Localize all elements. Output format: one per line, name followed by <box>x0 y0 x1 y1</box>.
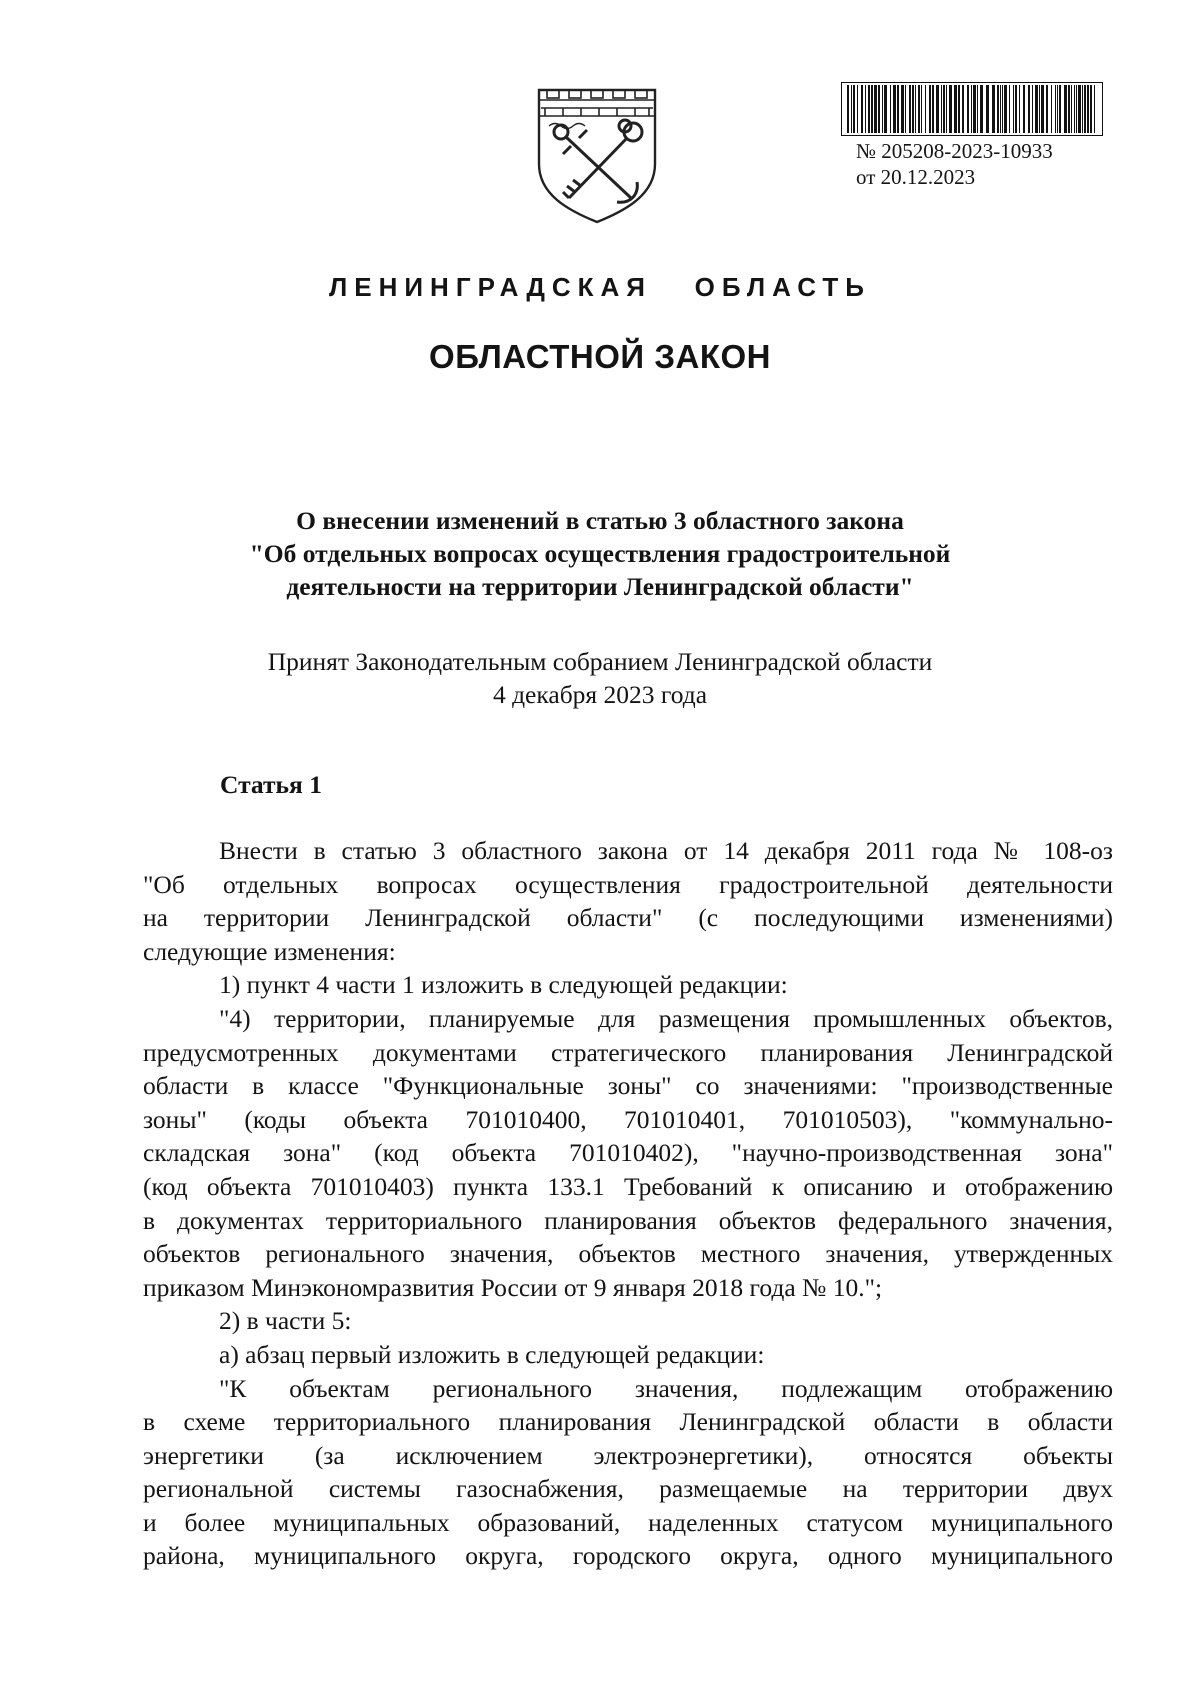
barcode-bar <box>1064 85 1067 133</box>
barcode-bar <box>847 85 849 133</box>
barcode-bar <box>1087 85 1089 133</box>
registration-number: № 205208-2023-10933 <box>856 139 1053 163</box>
barcode-bar <box>1046 85 1048 133</box>
barcode-bar <box>1015 85 1017 133</box>
barcode-bar <box>921 85 922 133</box>
adoption-note <box>140 645 1060 711</box>
barcode-bar <box>1059 85 1061 133</box>
barcode-bar <box>912 85 914 133</box>
text-line: региональной системы газоснабжения, размещаемые на территории двух <box>143 1474 1113 1504</box>
barcode-bar <box>1041 85 1044 133</box>
text-line: объектов регионального значения, объектов местного значения, утвержденных <box>143 1239 1113 1269</box>
paragraph <box>143 1372 1113 1574</box>
barcode-bar <box>962 85 964 133</box>
barcode-bar <box>1055 85 1056 133</box>
barcode-bar <box>1051 85 1052 133</box>
barcode-bar <box>901 85 904 133</box>
barcode-bar <box>1094 85 1095 133</box>
barcode-bar <box>1082 85 1083 133</box>
text-line: предусмотренных документами стратегического планирования Ленинградской <box>143 1037 1113 1067</box>
barcode-bar <box>943 85 945 133</box>
barcode-bar <box>977 85 978 133</box>
text-line: "4) территории, планируемые для размещения промышленных объектов, <box>219 1003 1113 1033</box>
law-type-heading: ОБЛАСТНОЙ ЗАКОН <box>429 338 771 375</box>
text-line: на территории Ленинградской области" (с последующими изменениями) <box>143 903 1113 933</box>
barcode-bar <box>884 85 887 133</box>
barcode-bar <box>997 85 999 133</box>
barcode-bar <box>925 85 926 133</box>
barcode-bar <box>1023 85 1025 133</box>
adoption-body: Принят Законодательным собранием Ленинградской области <box>267 647 933 676</box>
barcode-bar <box>1013 85 1014 133</box>
barcode-bar <box>878 85 880 133</box>
barcode-bar <box>909 85 911 133</box>
barcode-bar <box>865 85 866 133</box>
text-line: района, муниципального округа, городского округа, одного муниципального <box>143 1541 1113 1571</box>
paragraph <box>143 1002 1113 1304</box>
barcode-bar <box>1068 85 1070 133</box>
barcode-bar <box>915 85 916 133</box>
region-heading: ЛЕНИНГРАДСКАЯ ОБЛАСТЬ <box>329 272 871 302</box>
law-title-line: "Об отдельных вопросах осуществления градостроительной <box>249 539 951 568</box>
article-body <box>143 834 1113 1573</box>
text-line: а) абзац первый изложить в следующей редакции: <box>219 1339 765 1369</box>
barcode-bar <box>949 85 952 133</box>
barcode-bar <box>967 85 969 133</box>
text-line: (код объекта 701010403) пункта 133.1 Требований к описанию и отображению <box>143 1171 1113 1201</box>
barcode-bar <box>1039 85 1040 133</box>
barcode-bar <box>897 85 899 133</box>
barcode-bar <box>861 85 863 133</box>
barcode-bar <box>1032 85 1033 133</box>
law-title-line: деятельности на территории Ленинградской области" <box>286 572 914 601</box>
barcode-bar <box>954 85 957 133</box>
barcode-bar <box>1084 85 1086 133</box>
text-line: следующие изменения: <box>143 936 396 966</box>
barcode-bar <box>971 85 972 133</box>
barcode-bar <box>1074 85 1075 133</box>
law-title-line: О внесении изменений в статью 3 областного закона <box>296 506 904 535</box>
barcode-bar <box>874 85 877 133</box>
barcode-bar <box>1035 85 1038 133</box>
paragraph <box>143 834 1113 968</box>
barcode-bar <box>958 85 960 133</box>
barcode-bar <box>882 85 883 133</box>
barcode-bar <box>853 85 855 133</box>
barcode-bar <box>986 85 989 133</box>
adoption-date: 4 декабря 2023 года <box>492 680 708 709</box>
barcode-bar <box>893 85 896 133</box>
barcode-bar <box>1090 85 1092 133</box>
law-title <box>140 504 1060 603</box>
barcode-bar <box>929 85 931 133</box>
text-line: зоны" (коды объекта 701010400, 701010401, 701010503), "коммунально- <box>143 1104 1113 1134</box>
barcode-bar <box>1002 85 1003 133</box>
text-line: Внести в статью 3 областного закона от 14 декабря 2011 года № 108-оз <box>219 836 1113 865</box>
barcode-bar <box>1078 85 1081 133</box>
barcode-bar <box>918 85 920 133</box>
barcode-bar <box>936 85 939 133</box>
barcode-bar <box>1019 85 1020 133</box>
barcode-bar <box>1071 85 1072 133</box>
barcode-bar <box>941 85 942 133</box>
text-line: области в классе "Функциональные зоны" со значениями: "производственные <box>143 1071 1113 1101</box>
barcode-bar <box>890 85 891 133</box>
barcode-bar <box>851 85 852 133</box>
text-line: в схеме территориального планирования Ленинградской области в области <box>143 1407 1113 1437</box>
text-line: 1) пункт 4 части 1 изложить в следующей редакции: <box>219 970 788 1000</box>
text-line: приказом Минэкономразвития России от 9 января 2018 года № 10."; <box>143 1272 883 1302</box>
barcode-bar <box>905 85 906 133</box>
barcode-bar <box>992 85 995 133</box>
text-line: "К объектам регионального значения, подлежащим отображению <box>219 1373 1113 1403</box>
barcode-bar <box>871 85 873 133</box>
barcode-bar <box>1028 85 1030 133</box>
coat-of-arms-emblem <box>535 86 659 226</box>
article-heading: Статья 1 <box>220 770 322 799</box>
text-line: "Об отдельных вопросах осуществления градостроительной деятельности <box>143 869 1113 899</box>
paragraph <box>143 1338 1113 1372</box>
barcode-bar <box>1000 85 1001 133</box>
barcode-bar <box>857 85 858 133</box>
text-line: и более муниципальных образований, наделенных статусом муниципального <box>143 1507 1113 1537</box>
text-line: энергетики (за исключением электроэнергетики), относятся объекты <box>143 1440 1113 1470</box>
barcode <box>841 82 1103 136</box>
barcode-bar <box>980 85 983 133</box>
text-line: в документах территориального планирования объектов федерального значения, <box>143 1205 1113 1235</box>
registration-block <box>856 138 1053 190</box>
barcode-bar <box>1057 85 1058 133</box>
paragraph <box>143 1304 1113 1338</box>
barcode-bar <box>932 85 934 133</box>
text-line: 2) в части 5: <box>219 1306 352 1336</box>
barcode-bar <box>1009 85 1010 133</box>
barcode-bar <box>946 85 947 133</box>
registration-date: от 20.12.2023 <box>856 165 976 189</box>
paragraph <box>143 968 1113 1002</box>
text-line: складская зона" (код объекта 701010402), "научно-производственная зона" <box>143 1138 1113 1168</box>
barcode-bar <box>868 85 870 133</box>
barcode-bar <box>973 85 976 133</box>
barcode-bar <box>1004 85 1007 133</box>
barcode-bar <box>1076 85 1077 133</box>
